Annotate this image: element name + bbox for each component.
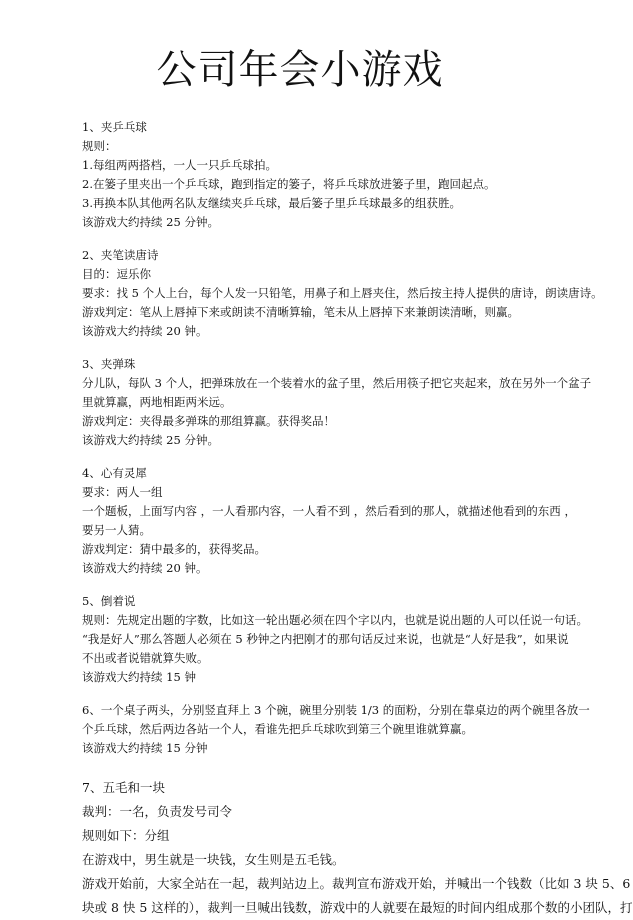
- section-line: 裁判：一名，负责发号司令: [82, 804, 233, 819]
- section-line: 该游戏大约持续 15 钟: [82, 670, 196, 684]
- section-5: [82, 592, 588, 687]
- section-line: 不出或者说错就算失败。: [82, 651, 209, 665]
- section-line: 块或 8 快 5 这样的），裁判一旦喊出钱数，游戏中的人就要在最短的时间内组成那个数的小团队，打: [82, 900, 633, 915]
- section-line: 要求：找 5 个人上台，每个人发一只铅笔，用鼻子和上唇夹住，然后按主持人提供的唐诗，朗读唐诗。: [82, 286, 603, 300]
- section-heading: 2、夹笔读唐诗: [82, 248, 159, 262]
- section-line: 游戏判定：笔从上唇掉下来或朗读不清晰算输，笔未从上唇掉下来兼朗读清晰，则赢。: [82, 305, 519, 319]
- section-line: 该游戏大约持续 25 分钟。: [82, 433, 219, 447]
- section-6: [82, 701, 590, 758]
- section-line: 分儿队，每队 3 个人，把弹珠放在一个装着水的盆子里，然后用筷子把它夹起来，放在另外一个盆子: [82, 376, 592, 390]
- section-heading: 4、心有灵犀: [82, 466, 147, 480]
- section-heading: 6、一个桌子两头，分别竖直拜上 3 个碗，碗里分别装 1/3 的面粉，分别在靠桌边的两个碗里各放一: [82, 703, 590, 717]
- section-line: 规则：: [82, 139, 117, 153]
- section-1: [82, 118, 552, 232]
- section-4: [82, 464, 576, 578]
- section-line: 个乒乓球，然后两边各站一个人，看谁先把乒乓球吹到第三个碗里谁就算赢。: [82, 722, 473, 736]
- section-line: 1.每组两两搭档，一人一只乒乓球拍。: [82, 158, 277, 172]
- section-line: 规则如下：分组: [82, 828, 170, 843]
- section-line: 该游戏大约持续 20 钟。: [82, 324, 208, 338]
- section-line: 2.在篓子里夹出一个乒乓球，跑到指定的篓子，将乒乓球放进篓子里，跑回起点。: [82, 177, 496, 191]
- section-heading: 5、倒着说: [82, 594, 136, 608]
- section-line: “我是好人”那么答题人必须在 5 秒钟之内把刚才的那句话反过来说，也就是“人好是我”，如果说: [82, 632, 569, 646]
- section-line: 游戏判定：夹得最多弹珠的那组算赢。获得奖品！: [82, 414, 335, 428]
- document-title: 公司年会小游戏: [156, 47, 444, 93]
- section-line: 游戏开始前，大家全站在一起，裁判站边上。裁判宣布游戏开始，并喊出一个钱数（比如 3 块 5、6: [82, 876, 631, 891]
- section-heading: 7、五毛和一块: [82, 780, 165, 795]
- section-line: 游戏判定：猜中最多的，获得奖品。: [82, 542, 266, 556]
- section-heading: 3、夹弹珠: [82, 357, 136, 371]
- section-line: 该游戏大约持续 25 分钟。: [82, 215, 219, 229]
- section-line: 规则：先规定出题的字数，比如这一轮出题必须在四个字以内，也就是说出题的人可以任说一句话。: [82, 613, 588, 627]
- section-line: 该游戏大约持续 15 分钟: [82, 741, 208, 755]
- section-line: 要另一人猜。: [82, 523, 151, 537]
- section-7: [82, 776, 633, 920]
- document-body: [82, 118, 633, 920]
- section-line: 里就算赢，两地相距两米远。: [82, 395, 232, 409]
- section-2: [82, 246, 603, 341]
- section-line: 要求：两人一组: [82, 485, 163, 499]
- section-line: 该游戏大约持续 20 钟。: [82, 561, 208, 575]
- section-line: 3.再换本队其他两名队友继续夹乒乓球，最后篓子里乒乓球最多的组获胜。: [82, 196, 461, 210]
- section-heading: 1、夹乒乓球: [82, 120, 147, 134]
- section-line: 在游戏中，男生就是一块钱，女生则是五毛钱。: [82, 852, 345, 867]
- section-line: 目的：逗乐你: [82, 267, 151, 281]
- section-line: 一个题板，上面写内容 ，一人看那内容，一人看不到 ，然后看到的那人，就描述他看到的东西 ，: [82, 504, 576, 518]
- section-3: [82, 355, 592, 450]
